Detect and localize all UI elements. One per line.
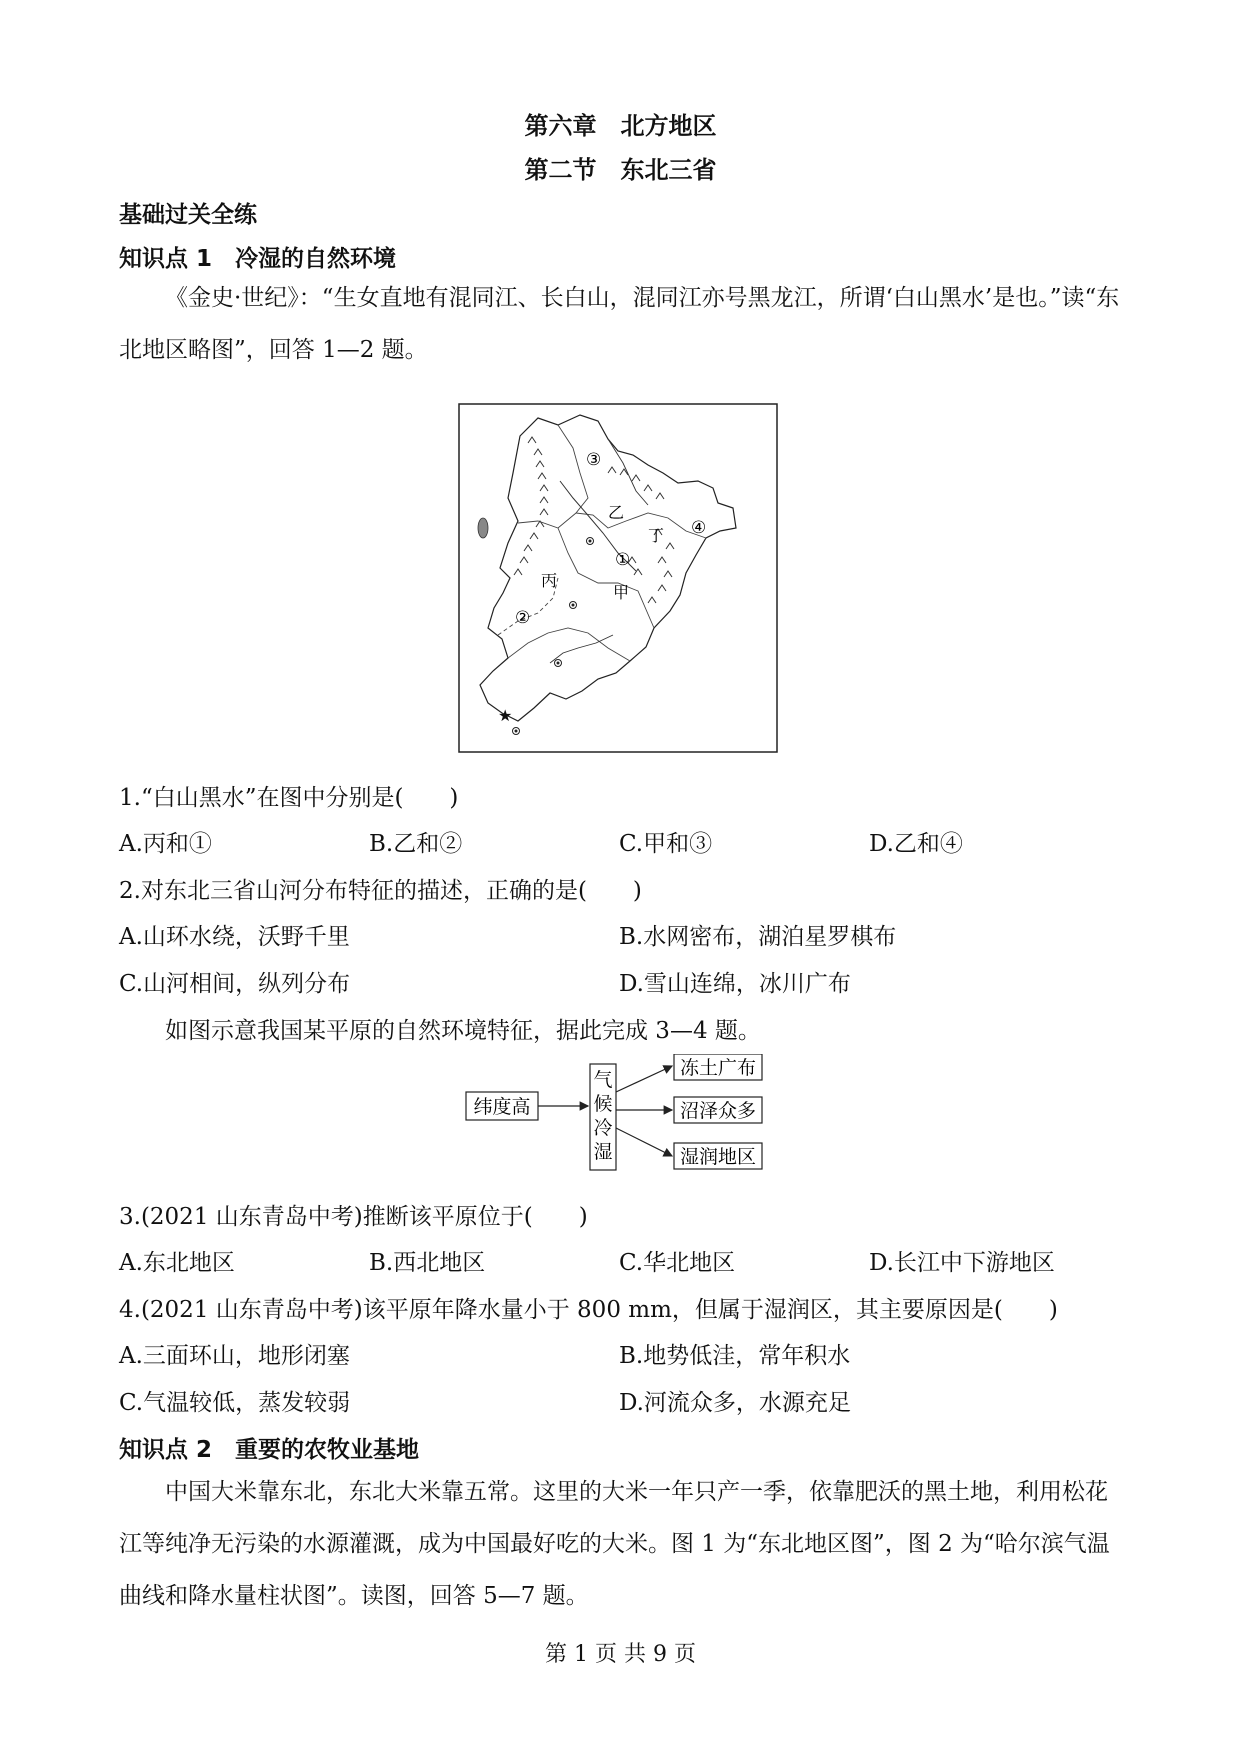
- q2-option-a: A.山环水绕，沃野千里: [119, 924, 350, 950]
- map-label-circle-4: ④: [691, 518, 707, 538]
- section-title: 第二节 东北三省: [524, 156, 717, 184]
- map-label-ding: 丁: [648, 526, 665, 545]
- q1-option-d: D.乙和④: [869, 831, 963, 857]
- flow-middle-char-2: 候: [593, 1093, 613, 1115]
- question-4-stem: 4.(2021 山东青岛中考)该平原年降水量小于 800 mm，但属于湿润区，其主要原因是( ): [119, 1297, 1058, 1323]
- northeast-region-map: [458, 403, 778, 753]
- q4-option-c: C.气温较低，蒸发较弱: [119, 1390, 351, 1416]
- q4-option-a: A.三面环山，地形闭塞: [119, 1343, 350, 1369]
- flow-middle-char-3: 冷: [593, 1117, 613, 1139]
- map-label-yi: 乙: [608, 503, 625, 522]
- knowledge-point-2-title: 知识点 2 重要的农牧业基地: [119, 1437, 420, 1463]
- q1-option-c: C.甲和③: [619, 831, 713, 857]
- map-label-circle-1: ①: [615, 550, 631, 570]
- q1-option-b: B.乙和②: [369, 831, 463, 857]
- plain-features-flow-diagram: [460, 1054, 780, 1174]
- q3-4-intro: 如图示意我国某平原的自然环境特征，据此完成 3—4 题。: [165, 1018, 761, 1044]
- kp2-intro-paragraph: 中国大米靠东北，东北大米靠五常。这里的大米一年只产一季，依靠肥沃的黑土地，利用松花江等纯净无污染的水源灌溉，成为中国最好吃的大米。图 1 为“东北地区图”，图 2 为“哈尔滨气温曲线和降水量柱状图”。读图，回答 5—7 题。: [119, 1479, 1110, 1609]
- q1-option-a: A.丙和①: [119, 831, 212, 857]
- practice-title: 基础过关全练: [119, 202, 257, 228]
- question-3-stem: 3.(2021 山东青岛中考)推断该平原位于( ): [119, 1204, 588, 1230]
- flow-output-1: 冻土广布: [679, 1057, 757, 1079]
- q3-option-d: D.长江中下游地区: [869, 1250, 1055, 1276]
- map-label-jia: 甲: [613, 583, 630, 602]
- flow-output-2: 沼泽众多: [679, 1100, 757, 1122]
- flow-middle-char-1: 气: [593, 1069, 613, 1091]
- q2-option-b: B.水网密布，湖泊星罗棋布: [619, 924, 897, 950]
- q3-option-c: C.华北地区: [619, 1250, 736, 1276]
- question-1-stem: 1.“白山黑水”在图中分别是( ): [119, 785, 459, 811]
- q2-option-d: D.雪山连绵，冰川广布: [619, 971, 851, 997]
- flow-source-box: 纬度高: [473, 1096, 531, 1118]
- knowledge-point-1-title: 知识点 1 冷湿的自然环境: [119, 246, 397, 272]
- q3-option-b: B.西北地区: [369, 1250, 486, 1276]
- chapter-title: 第六章 北方地区: [524, 112, 717, 140]
- flow-middle-char-4: 湿: [593, 1141, 613, 1163]
- svg-text:★: ★: [498, 706, 513, 725]
- map-label-circle-2: ②: [515, 608, 531, 628]
- question-2-stem: 2.对东北三省山河分布特征的描述，正确的是( ): [119, 878, 642, 904]
- flow-output-3: 湿润地区: [679, 1146, 757, 1168]
- q4-option-d: D.河流众多，水源充足: [619, 1390, 851, 1416]
- kp1-intro-paragraph: 《金史·世纪》：“生女直地有混同江、长白山，混同江亦号黑龙江，所谓‘白山黑水’是也。”读“东北地区略图”，回答 1—2 题。: [119, 285, 1120, 363]
- q2-option-c: C.山河相间，纵列分布: [119, 971, 351, 997]
- q3-option-a: A.东北地区: [119, 1250, 235, 1276]
- page-footer: 第 1 页 共 9 页: [545, 1642, 696, 1667]
- map-label-bing: 丙: [541, 571, 558, 590]
- q4-option-b: B.地势低洼，常年积水: [619, 1343, 851, 1369]
- map-label-circle-3: ③: [586, 450, 602, 470]
